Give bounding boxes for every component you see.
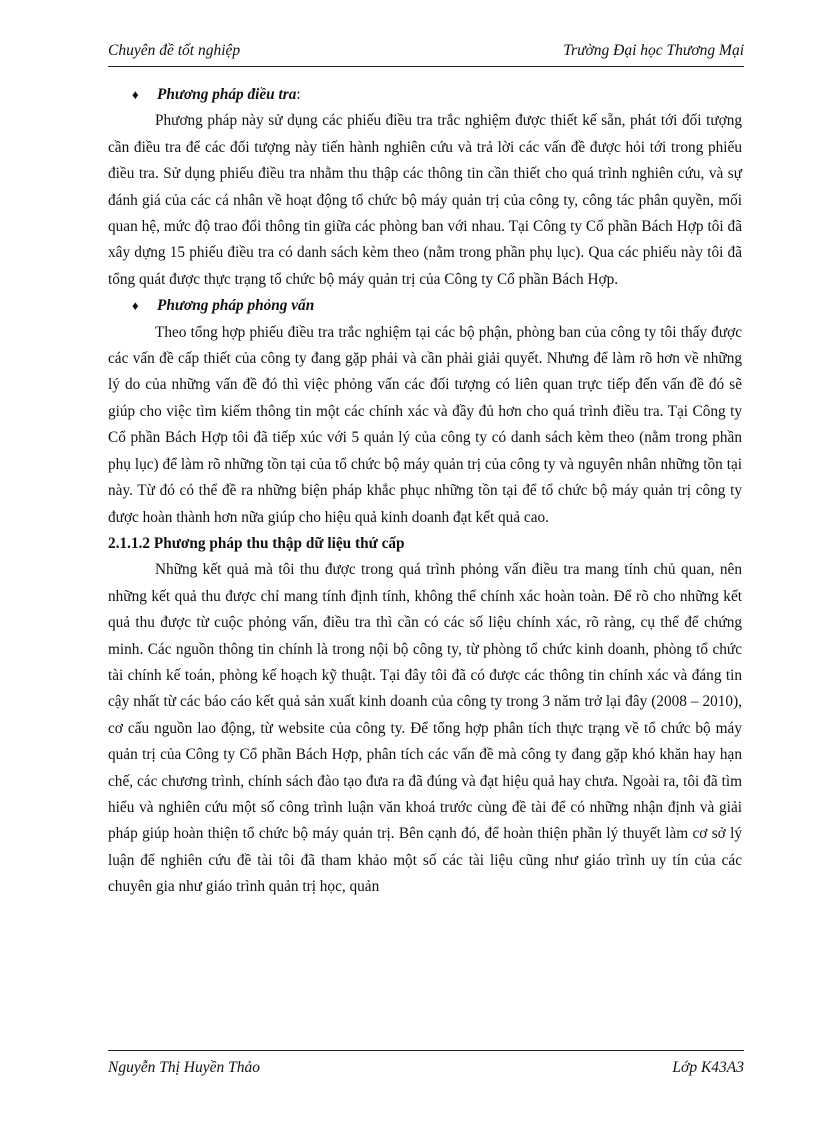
survey-paragraph: Phương pháp này sử dụng các phiếu điều tra trắc nghiệm được thiết kế sẵn, phát tới đối tượng cần điều tra để các đối tượng này tiến hành nghiên cứu và trả lời các vấn đề được hỏi tới trong phiếu điều tra. Sử dụng phiếu điều tra nhằm thu thập các thông tin cần thiết cho quá trình nghiên cứu, và sự đánh giá của các cá nhân về hoạt động tổ chức bộ máy quản trị của công ty, công tác phân quyền, mối quan hệ, mức độ trao đổi thông tin giữa các phòng ban với nhau. Tại Công ty Cổ phần Bách Hợp tôi đã xây dựng 15 phiếu điều tra có danh sách kèm theo (nằm trong phần phụ lục). Qua các phiếu này tôi đã tổng quát được thực trạng tổ chức bộ máy quản trị của Công ty Cổ phần Bách Hợp. [108, 112, 742, 288]
section-interview-title [108, 293, 742, 319]
header-left-text: Chuyên đề tốt nghiệp [108, 42, 241, 59]
diamond-bullet-icon: ♦ [132, 298, 139, 314]
section-survey-title [108, 82, 742, 108]
page-footer [108, 1050, 744, 1077]
survey-title-text: Phương pháp điều tra [157, 86, 297, 103]
diamond-bullet-icon: ♦ [132, 87, 139, 102]
secondary-data-paragraph: Những kết quả mà tôi thu được trong quá trình phỏng vấn điều tra mang tính chủ quan, nên những kết quả thu được chỉ mang tính định tính, không thể chính xác hoàn toàn. Để rõ cho những kết quả thu được từ cuộc phỏng vấn, điều tra thì cần có các số liệu chính xác, rõ ràng, cụ thể để chứng minh. Các nguồn thông tin chính là trong nội bộ công ty, từ phòng tổ chức kinh doanh, phòng tổ chức tài chính kế toán, phòng kế hoạch kỹ thuật. Tại đây tôi đã có được các thông tin chính xác và đáng tin cậy nhất từ các báo cáo kết quả sản xuất kinh doanh của công ty trong 3 năm trở lại đây (2008 – 2010), cơ cấu nguồn lao động, từ website của công ty. Để tổng hợp phân tích thực trạng về tổ chức bộ máy quản trị của Công ty Cổ phần Bách Hợp, phân tích các vấn đề mà công ty đang gặp khó khăn hay hạn chế, các chương trình, chính sách đào tạo đưa ra đã đúng và đạt hiệu quả hay chưa. Ngoài ra, tôi đã tìm hiểu và nghiên cứu một số công trình luận văn khoá trước cùng đề tài để có những nhận định và giải pháp giúp hoàn thiện tổ chức bộ máy quản trị. Bên cạnh đó, để hoàn thiện phần lý thuyết làm cơ sở lý luận để nghiên cứu đề tài tôi đã tham khảo một số các tài liệu cũng như giáo trình uy tín của các chuyên gia như giáo trình quản trị học, quản [108, 561, 742, 896]
interview-paragraph: Theo tổng hợp phiếu điều tra trắc nghiệm tại các bộ phận, phòng ban của công ty tôi thấy được các vấn đề cấp thiết của công ty đang gặp phải và cần phải giải quyết. Nhưng để làm rõ hơn về những lý do của những vấn đề đó thì việc phỏng vấn các đối tượng có liên quan trực tiếp đến vấn đề đó sẽ giúp cho việc tìm kiếm thông tin một các chính xác và đầy đủ hơn cho quá trình điều tra. Tại Công ty Cổ phần Bách Hợp tôi đã tiếp xúc với 5 quản lý của công ty có danh sách kèm theo (nằm trong phần phụ lục) để làm rõ những tồn tại của tổ chức bộ máy quản trị của công ty và nguyên nhân những tồn tại này. Từ đó có thể đề ra những biện pháp khắc phục những tồn tại để tổ chức bộ máy quản trị công ty được hoàn thành hơn nữa giúp cho hiệu quả kinh doanh đạt kết quả cao. [108, 323, 742, 526]
section-heading-secondary-data: 2.1.1.2 Phương pháp thu thập dữ liệu thứ cấp [108, 534, 405, 552]
footer-author: Nguyễn Thị Huyền Thảo [108, 1059, 260, 1076]
survey-title-colon: : [296, 86, 301, 103]
header-right-text: Trường Đại học Thương Mại [563, 42, 744, 59]
page-header [108, 40, 744, 67]
interview-title-text: Phương pháp phỏng vấn [157, 297, 315, 315]
footer-class: Lớp K43A3 [672, 1059, 744, 1076]
page-content [108, 82, 742, 901]
